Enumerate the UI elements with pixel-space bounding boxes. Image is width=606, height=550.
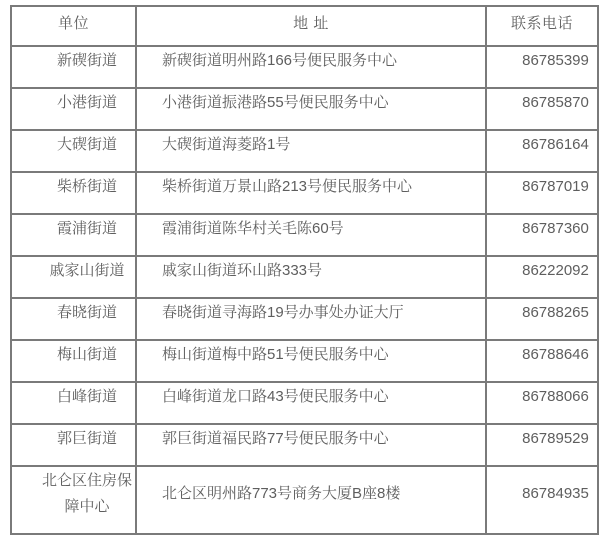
table-row: [11, 214, 598, 256]
unit-cell: 戚家山街道: [11, 256, 136, 298]
table-row: [11, 46, 598, 88]
table-row: [11, 466, 598, 534]
phone-cell: 86788646: [486, 340, 598, 382]
address-cell: 新碶街道明州路166号便民服务中心: [136, 46, 486, 88]
table-row: [11, 340, 598, 382]
unit-cell: 霞浦街道: [11, 214, 136, 256]
unit-cell: 白峰街道: [11, 382, 136, 424]
address-cell: 郭巨街道福民路77号便民服务中心: [136, 424, 486, 466]
table-row: [11, 88, 598, 130]
contact-table: [10, 5, 599, 535]
phone-cell: 86788066: [486, 382, 598, 424]
address-cell: 白峰街道龙口路43号便民服务中心: [136, 382, 486, 424]
unit-cell: 小港街道: [11, 88, 136, 130]
phone-cell: 86786164: [486, 130, 598, 172]
address-cell: 柴桥街道万景山路213号便民服务中心: [136, 172, 486, 214]
unit-cell: 新碶街道: [11, 46, 136, 88]
phone-cell: 86784935: [486, 466, 598, 534]
table-row: [11, 298, 598, 340]
address-cell: 霞浦街道陈华村关毛陈60号: [136, 214, 486, 256]
header-address: 地 址: [136, 6, 486, 46]
unit-cell: 春晓街道: [11, 298, 136, 340]
header-unit: 单位: [11, 6, 136, 46]
phone-cell: 86785399: [486, 46, 598, 88]
address-cell: 春晓街道寻海路19号办事处办证大厅: [136, 298, 486, 340]
phone-cell: 86785870: [486, 88, 598, 130]
unit-cell: 北仑区住房保障中心: [11, 466, 136, 534]
table-row: [11, 256, 598, 298]
address-cell: 北仑区明州路773号商务大厦B座8楼: [136, 466, 486, 534]
unit-cell: 大碶街道: [11, 130, 136, 172]
table-row: [11, 172, 598, 214]
address-cell: 戚家山街道环山路333号: [136, 256, 486, 298]
table-header-row: [11, 6, 598, 46]
header-phone: 联系电话: [486, 6, 598, 46]
unit-cell: 柴桥街道: [11, 172, 136, 214]
unit-cell: 郭巨街道: [11, 424, 136, 466]
phone-cell: 86788265: [486, 298, 598, 340]
address-cell: 大碶街道海菱路1号: [136, 130, 486, 172]
phone-cell: 86222092: [486, 256, 598, 298]
table-row: [11, 424, 598, 466]
table-row: [11, 130, 598, 172]
phone-cell: 86787360: [486, 214, 598, 256]
unit-cell: 梅山街道: [11, 340, 136, 382]
phone-cell: 86789529: [486, 424, 598, 466]
address-cell: 小港街道振港路55号便民服务中心: [136, 88, 486, 130]
table-row: [11, 382, 598, 424]
address-cell: 梅山街道梅中路51号便民服务中心: [136, 340, 486, 382]
phone-cell: 86787019: [486, 172, 598, 214]
